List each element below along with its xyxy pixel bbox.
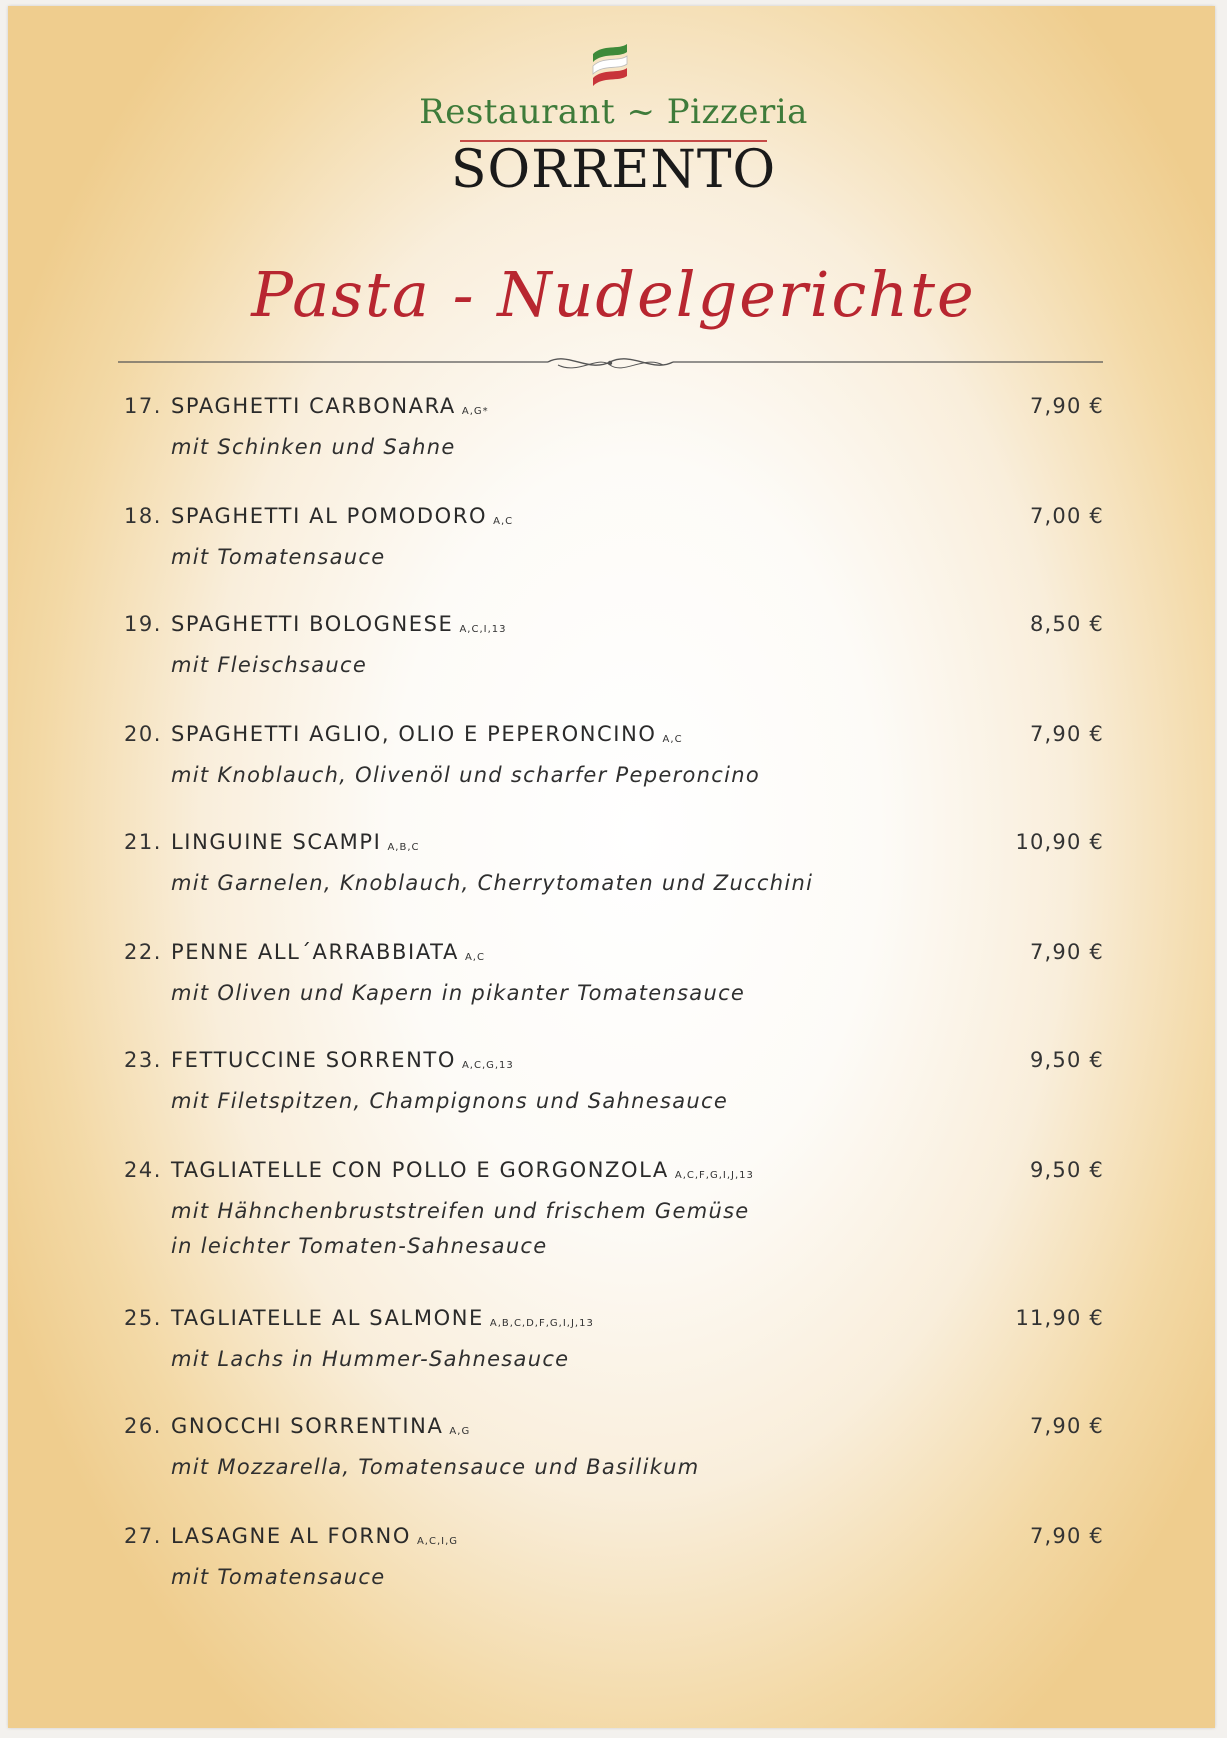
item-number: 19. (124, 612, 162, 636)
item-number: 27. (124, 1524, 162, 1548)
allergen-codes: A,B,C,D,F,G,I,J,13 (489, 1318, 594, 1329)
allergen-codes: A,G* (461, 406, 489, 417)
item-description (171, 1342, 569, 1377)
item-name-text: SPAGHETTI AL POMODORO (171, 504, 488, 528)
item-number: 21. (124, 830, 162, 854)
description-line: in leichter Tomaten-Sahnesauce (171, 1234, 548, 1258)
ornament-divider (118, 353, 1103, 377)
allergen-codes: A,C (493, 516, 514, 527)
item-name (171, 1306, 594, 1330)
description-line: mit Knoblauch, Olivenöl und scharfer Peperoncino (171, 763, 760, 787)
description-line: mit Tomatensauce (171, 545, 386, 569)
description-line: mit Schinken und Sahne (171, 435, 456, 459)
description-line: mit Oliven und Kapern in pikanter Tomatensauce (171, 981, 746, 1005)
item-number: 23. (124, 1048, 162, 1072)
item-description (171, 430, 456, 465)
description-line: mit Fleischsauce (171, 653, 368, 677)
item-name (171, 504, 513, 528)
item-name (171, 612, 506, 636)
item-description (171, 1560, 385, 1595)
section-title: Pasta - Nudelgerichte (251, 258, 976, 331)
item-name (171, 1414, 470, 1438)
description-line: mit Lachs in Hummer-Sahnesauce (171, 1347, 570, 1371)
item-name (171, 394, 489, 418)
item-name-text: SPAGHETTI CARBONARA (171, 394, 456, 418)
item-name (171, 1048, 514, 1072)
item-price: 10,90 € (1015, 830, 1104, 854)
item-number: 24. (124, 1158, 162, 1182)
item-name (171, 940, 485, 964)
item-description (171, 1450, 700, 1485)
item-price: 11,90 € (1015, 1306, 1104, 1330)
item-name (171, 1158, 754, 1182)
allergen-codes: A,C (464, 952, 485, 963)
item-name-text: FETTUCCINE SORRENTO (171, 1048, 456, 1072)
description-line: mit Mozzarella, Tomatensauce und Basilikum (171, 1455, 700, 1479)
item-description (171, 758, 760, 793)
item-description (171, 648, 367, 683)
item-price: 7,90 € (1030, 940, 1104, 964)
item-name-text: GNOCCHI SORRENTINA (171, 1414, 444, 1438)
brand-subtitle: Restaurant ~ Pizzeria (419, 92, 808, 132)
allergen-codes: A,C (662, 734, 683, 745)
item-number: 26. (124, 1414, 162, 1438)
item-price: 7,90 € (1030, 1414, 1104, 1438)
description-line: mit Hähnchenbruststreifen und frischem Gemüse (171, 1199, 750, 1223)
item-name-text: TAGLIATELLE AL SALMONE (171, 1306, 484, 1330)
item-price: 7,90 € (1030, 722, 1104, 746)
item-description (171, 1084, 728, 1119)
italian-flag-ribbon-icon (585, 40, 635, 92)
item-name-text: LINGUINE SCAMPI (171, 830, 382, 854)
item-price: 8,50 € (1030, 612, 1104, 636)
item-description (171, 866, 813, 901)
item-name (171, 722, 683, 746)
item-price: 7,90 € (1030, 1524, 1104, 1548)
item-number: 20. (124, 722, 162, 746)
item-price: 9,50 € (1030, 1048, 1104, 1072)
allergen-codes: A,C,G,13 (461, 1060, 514, 1071)
item-name (171, 830, 419, 854)
description-line: mit Filetspitzen, Champignons und Sahnesauce (171, 1089, 729, 1113)
item-number: 17. (124, 394, 162, 418)
description-line: mit Tomatensauce (171, 1565, 386, 1589)
item-number: 18. (124, 504, 162, 528)
allergen-codes: A,C,F,G,I,J,13 (674, 1170, 754, 1181)
item-name-text: SPAGHETTI BOLOGNESE (171, 612, 454, 636)
item-name-text: PENNE ALL´ARRABBIATA (171, 940, 459, 964)
item-description (171, 1194, 750, 1264)
item-price: 7,90 € (1030, 394, 1104, 418)
item-name-text: SPAGHETTI AGLIO, OLIO E PEPERONCINO (171, 722, 657, 746)
item-description (171, 976, 745, 1011)
item-number: 25. (124, 1306, 162, 1330)
description-line: mit Garnelen, Knoblauch, Cherrytomaten und Zucchini (171, 871, 814, 895)
item-name-text: LASAGNE AL FORNO (171, 1524, 411, 1548)
allergen-codes: A,G (449, 1426, 471, 1437)
item-price: 9,50 € (1030, 1158, 1104, 1182)
allergen-codes: A,C,I,13 (459, 624, 507, 635)
item-number: 22. (124, 940, 162, 964)
item-name (171, 1524, 458, 1548)
item-description (171, 540, 385, 575)
item-name-text: TAGLIATELLE CON POLLO E GORGONZOLA (171, 1158, 669, 1182)
item-price: 7,00 € (1030, 504, 1104, 528)
allergen-codes: A,C,I,G (416, 1536, 459, 1547)
brand-name: SORRENTO (450, 140, 777, 200)
allergen-codes: A,B,C (387, 842, 420, 853)
